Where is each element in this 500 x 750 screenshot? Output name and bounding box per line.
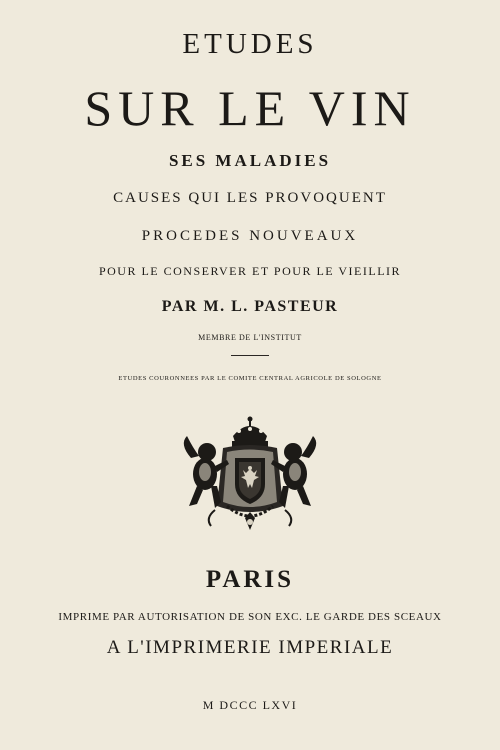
printing-note: IMPRIME PAR AUTORISATION DE SON EXC. LE GARDE DES SCEAUX xyxy=(58,611,442,623)
city: PARIS xyxy=(205,566,295,593)
publication-year: M DCCC LXVI xyxy=(202,698,298,712)
subtitle-maladies: SES MALADIES xyxy=(168,151,332,170)
imperial-coat-of-arms-icon xyxy=(175,414,325,534)
title-line-etudes: ETUDES xyxy=(182,28,318,60)
author-affiliation: MEMBRE DE L'INSTITUT xyxy=(198,333,302,342)
subtitle-procedes: PROCEDES NOUVEAUX xyxy=(141,228,359,244)
award-note: ETUDES COURONNEES PAR LE COMITE CENTRAL AGRICOLE DE SOLOGNE xyxy=(118,375,382,382)
main-title: SUR LE VIN xyxy=(84,80,416,136)
subtitle-causes: CAUSES QUI LES PROVOQUENT xyxy=(113,190,387,206)
divider-rule xyxy=(231,355,269,356)
printer: A L'IMPRIMERIE IMPERIALE xyxy=(106,637,394,658)
subtitle-pour: POUR LE CONSERVER ET POUR LE VIEILLIR xyxy=(98,264,402,278)
author-line: PAR M. L. PASTEUR xyxy=(161,298,339,315)
